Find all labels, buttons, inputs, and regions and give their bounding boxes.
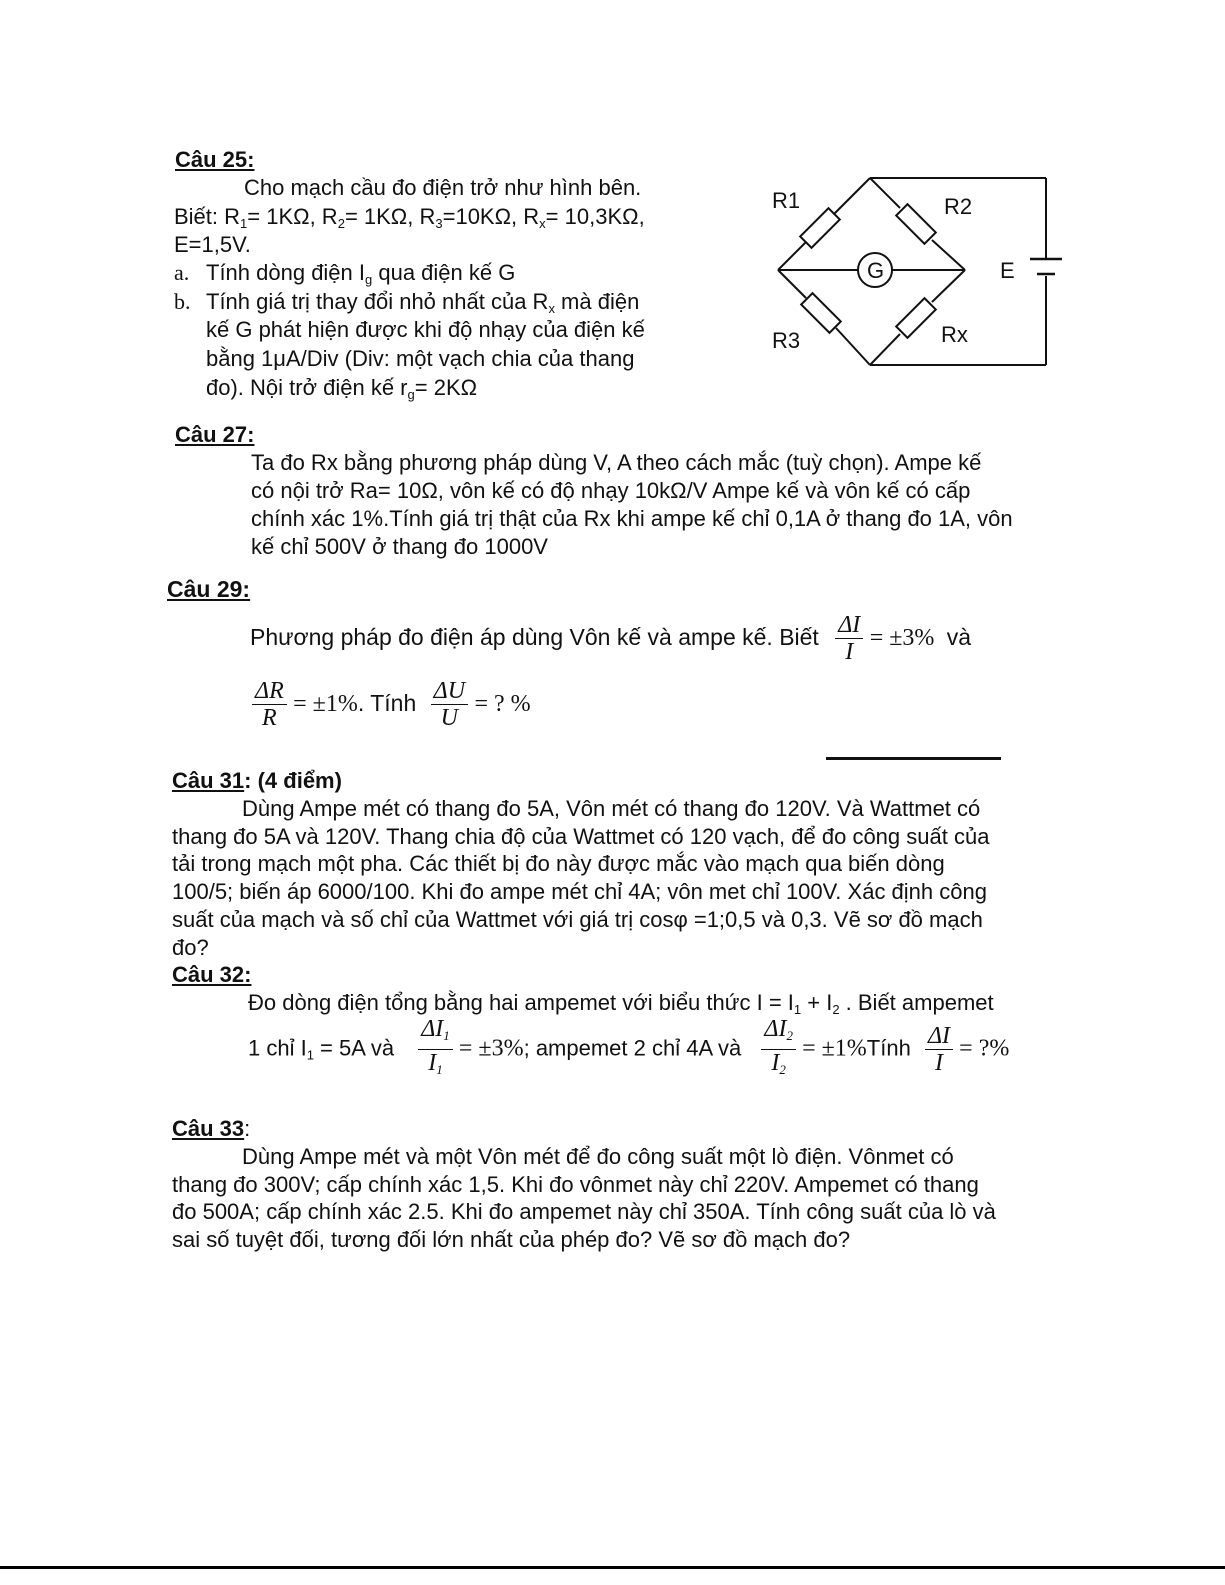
wire-top-right-a [870,178,900,208]
q25-intro: Cho mạch cầu đo điện trở như hình bên. [244,175,642,200]
q31-line-2: thang đo 5A và 120V. Thang chia độ của Wattmet có 120 vạch, để đo công suất của [172,824,990,849]
wire-left-bottom-b [836,328,870,365]
q32-line-2: 1 chỉ $I_1 = 5A$ và $\frac{\Delta I_1}{I_1}$ = ±3%; ampemet 2 chỉ 4A và $\frac{\Delta I_2}{I_2}$ = ±1%Tính $\frac{\Delta I}{I}$ = ?% [248,1016,1009,1084]
q32-fraction-di1-i1: $\frac{\Delta I_1}{I_1}$ [418,1016,453,1083]
q32-fraction-di-i: $\frac{\Delta I}{I}$ [925,1023,953,1076]
q33-heading: Câu 33: [172,1116,251,1141]
q31-line-4: 100/5; biến áp 6000/100. Khi đo ampe mét chỉ 4A; vôn met chỉ 100V. Xác định công [172,879,987,904]
q27-line-4: kế chỉ 500V ở thang đo 1000V [251,534,548,559]
resistor-r3 [801,293,841,333]
decorative-rule [826,757,1001,760]
page-bottom-border [0,1566,1225,1569]
q25-item-b-line2: kế G phát hiện được khi độ nhạy của điện kế [206,317,645,342]
q33-line-2: thang đo 300V; cấp chính xác 1,5. Khi đo vônmet này chỉ 220V. Ampemet có thang [172,1172,979,1197]
label-rx: Rx [941,322,968,347]
label-r2: R2 [944,194,973,219]
q25-item-a: a. Tính dòng điện $I_g$ qua điện kế G [174,260,516,287]
label-r3: R3 [772,328,801,353]
q27-line-2: có nội trở Ra= 10Ω, vôn kế có độ nhạy 10kΩ/V Ampe kế và vôn kế có cấp [251,478,971,503]
resistor-r2 [896,204,936,244]
label-r1: R1 [772,188,801,213]
q25-item-b-line4: đo). Nội trở điện kế $r_g= 2K\Omega$ [206,375,478,402]
q29-line-1: Phương pháp đo điện áp dùng Vôn kế và ampe kế. Biết $\frac{\Delta I}{I}$ = ±3% và [250,612,972,666]
q31-line-1: Dùng Ampe mét có thang đo 5A, Vôn mét có thang đo 120V. Và Wattmet có [242,796,981,821]
q25-item-b-line3: bằng 1μA/Div (Div: một vạch chia của thang [206,346,635,371]
q29-line-2: $\frac{\Delta R}{R}$ = ±1%. Tính $\frac{\Delta U}{U}$ = ? % [252,674,531,733]
q33-line-4: sai số tuyệt đối, tương đối lớn nhất của phép đo? Vẽ sơ đồ mạch đo? [172,1227,851,1252]
q33-line-3: đo 500A; cấp chính xác 2.5. Khi đo ampemet này chỉ 350A. Tính công suất của lò và [172,1199,996,1224]
q29-fraction-dr-r: $\frac{\Delta R}{R}$ [252,678,287,731]
wire-bottom-right-b [932,270,965,302]
wire-left-bottom-a [778,270,806,298]
bridge-circuit-diagram [760,170,1080,380]
label-e: E [1000,258,1015,283]
q25-given: Biết: $R_1= 1K\Omega$, $R_2= 1K\Omega$, $R_3=10K\Omega$, $R_x= 10,3K\Omega$, [174,204,645,231]
q31-heading: Câu 31: (4 điểm) [172,768,342,793]
wire-bottom-right-a [870,334,900,365]
q31-line-5: suất của mạch và số chỉ của Wattmet với giá trị cosφ =1;0,5 và 0,3. Vẽ sơ đồ mạch [172,907,983,932]
q33-line-1: Dùng Ampe mét và một Vôn mét để đo công suất một lò điện. Vônmet có [242,1144,954,1169]
wire-top-right-b [932,240,965,270]
wire-left-top-a [778,242,806,270]
q27-title: Câu 27: [175,422,255,447]
resistor-rx [896,298,936,338]
q32-line-1: Đo dòng điện tổng bằng hai ampemet với biểu thức $I = I_1 + I_2$ . Biết ampemet [248,990,994,1017]
label-g: G [867,258,885,283]
q29-fraction-di-i: $\frac{\Delta I}{I}$ [835,612,863,665]
q25-e-value: E=1,5V. [174,232,251,257]
q25-title: Câu 25: [175,147,255,172]
q32-title: Câu 32: [172,962,252,987]
q25-item-b: b. Tính giá trị thay đổi nhỏ nhất của $R_x$ mà điện [174,289,640,316]
q27-line-1: Ta đo Rx bằng phương pháp dùng V, A theo cách mắc (tuỳ chọn). Ampe kế [251,450,982,475]
q31-line-6: đo? [172,935,209,960]
q29-title: Câu 29: [167,576,251,602]
resistor-r1 [800,208,840,248]
q29-fraction-du-u: $\frac{\Delta U}{U}$ [431,678,468,731]
q31-line-3: tải trong mạch một pha. Các thiết bị đo này được mắc vào mạch qua biến dòng [172,851,945,876]
wire-left-top-b [834,178,870,214]
q27-line-3: chính xác 1%.Tính giá trị thật của Rx khi ampe kế chỉ 0,1A ở thang đo 1A, vôn [251,506,1013,531]
q32-fraction-di2-i2: $\frac{\Delta I_2}{I_2}$ [761,1016,796,1083]
